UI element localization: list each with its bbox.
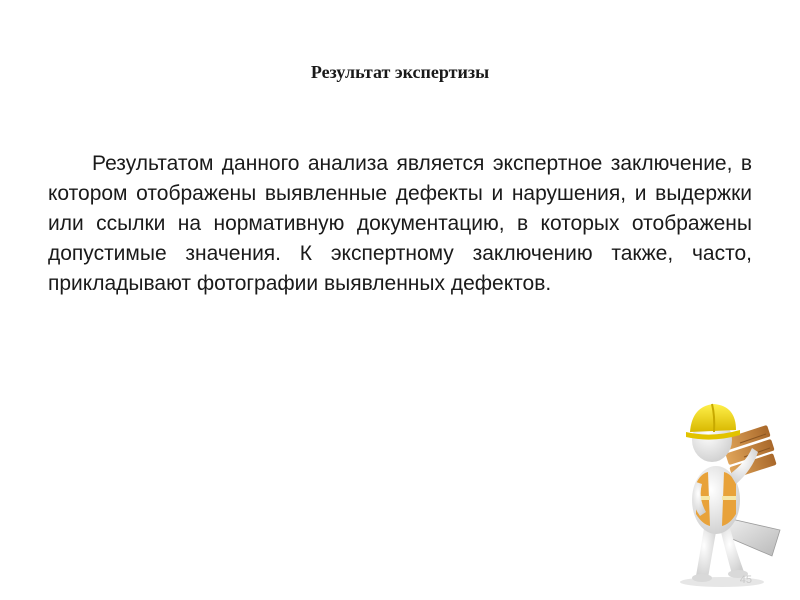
slide-title: Результат экспертизы (310, 62, 490, 82)
slide-body-text: Результатом данного анализа является экспертное заключение, в котором отображены выявленные дефекты и нарушения, и выдержки или ссылки на нормативную документацию, в которых отображены допустимые значения. К экспертному заключению также, часто, прикладывают фотографии выявленных дефектов. (48, 152, 752, 295)
worker-with-hardhat-carrying-planks-and-saw-icon (660, 388, 790, 588)
worker-illustration (660, 388, 790, 588)
page-number: 45 (739, 574, 752, 586)
